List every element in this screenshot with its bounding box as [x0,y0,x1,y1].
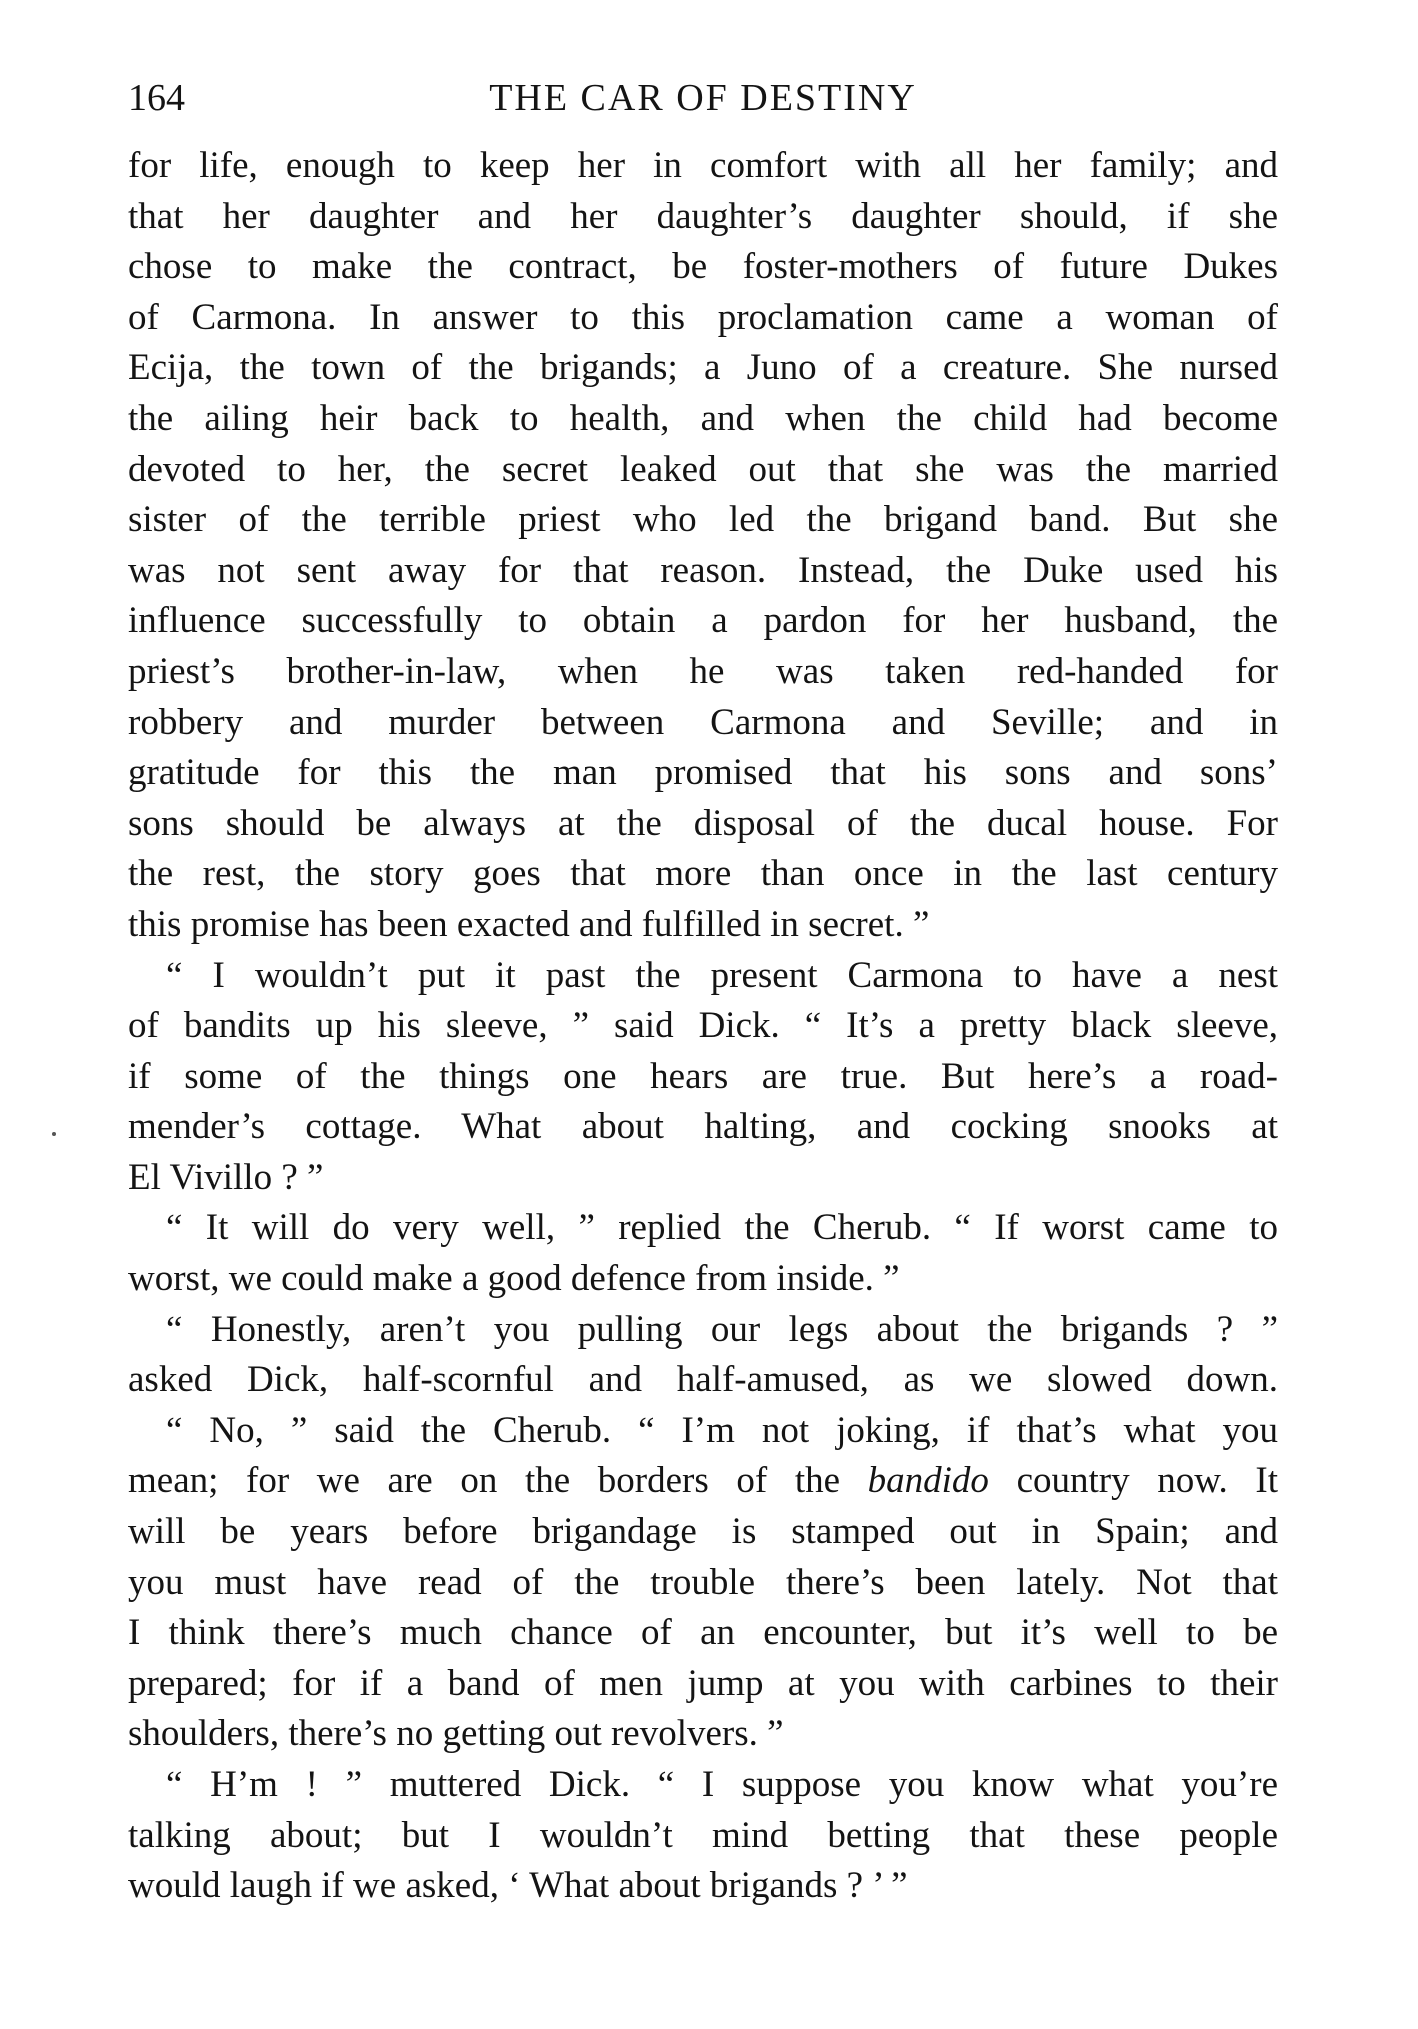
text-line: gratitude for this the man promised that his sons and sons’ [128,752,1278,794]
text-line: “ It will do very well, ” replied the Cherub. “ If worst came to [166,1207,1278,1249]
line-segment: mean; for we are on the borders of the [128,1460,841,1502]
text-line: if some of the things one hears are true. But here’s a road- [128,1055,1278,1097]
text-line: the rest, the story goes that more than once in the last century [128,853,1278,895]
print-speck [52,1132,56,1136]
text-line: “ No, ” said the Cherub. “ I’m not joking, if that’s what you [166,1409,1278,1451]
text-line: talking about; but I wouldn’t mind betting that these people [128,1814,1278,1856]
text-line: the ailing heir back to health, and when the child had become [128,397,1278,439]
text-line: would laugh if we asked, ‘ What about brigands ? ’ ” [128,1865,908,1907]
text-line: of bandits up his sleeve, ” said Dick. “ It’s a pretty black sleeve, [128,1005,1278,1047]
text-line: chose to make the contract, be foster-mothers of future Dukes [128,246,1278,288]
text-line: worst, we could make a good defence from inside. ” [128,1258,900,1300]
text-line: you must have read of the trouble there’s been lately. Not that [128,1561,1278,1603]
text-line: “ H’m ! ” muttered Dick. “ I suppose you know what you’re [166,1764,1278,1805]
text-line: for life, enough to keep her in comfort with all her family; and [128,145,1278,186]
text-line: influence successfully to obtain a pardon for her husband, the [128,600,1278,642]
text-line: sister of the terrible priest who led the brigand band. But she [128,499,1278,541]
text-line: shoulders, there’s no getting out revolvers. ” [128,1713,784,1755]
text-line: of Carmona. In answer to this proclamation came a woman of [128,296,1278,338]
text-line: sons should be always at the disposal of the ducal house. For [128,802,1278,844]
text-line: asked Dick, half-scornful and half-amused, as we slowed down. [128,1359,1278,1401]
text-line: devoted to her, the secret leaked out that she was the married [128,448,1278,490]
text-line: this promise has been exacted and fulfilled in secret. ” [128,903,930,945]
text-line: I think there’s much chance of an encounter, but it’s well to be [128,1612,1278,1654]
text-line: robbery and murder between Carmona and Seville; and in [128,701,1278,743]
running-head [128,68,1278,128]
text-line: will be years before brigandage is stamped out in Spain; and [128,1511,1278,1553]
text-line: Ecija, the town of the brigands; a Juno of a creature. She nursed [128,347,1278,389]
text-line [128,1456,1278,1507]
text-line: priest’s brother-in-law, when he was taken red-handed for [128,650,1278,692]
text-line: El Vivillo ? ” [128,1156,324,1198]
text-line: “ I wouldn’t put it past the present Carmona to have a nest [166,954,1278,996]
text-line: mender’s cottage. What about halting, and cocking snooks at [128,1106,1278,1148]
text-line: prepared; for if a band of men jump at you with carbines to their [128,1662,1278,1704]
line-segment: country now. It [1016,1460,1278,1502]
italic-word: bandido [867,1460,989,1502]
body-text [128,141,1278,1912]
text-line: that her daughter and her daughter’s daughter should, if she [128,195,1278,237]
text-line: “ Honestly, aren’t you pulling our legs about the brigands ? ” [166,1308,1278,1350]
text-line: was not sent away for that reason. Instead, the Duke used his [128,549,1278,591]
running-title: THE CAR OF DESTINY [489,77,917,119]
page-number: 164 [128,77,185,119]
